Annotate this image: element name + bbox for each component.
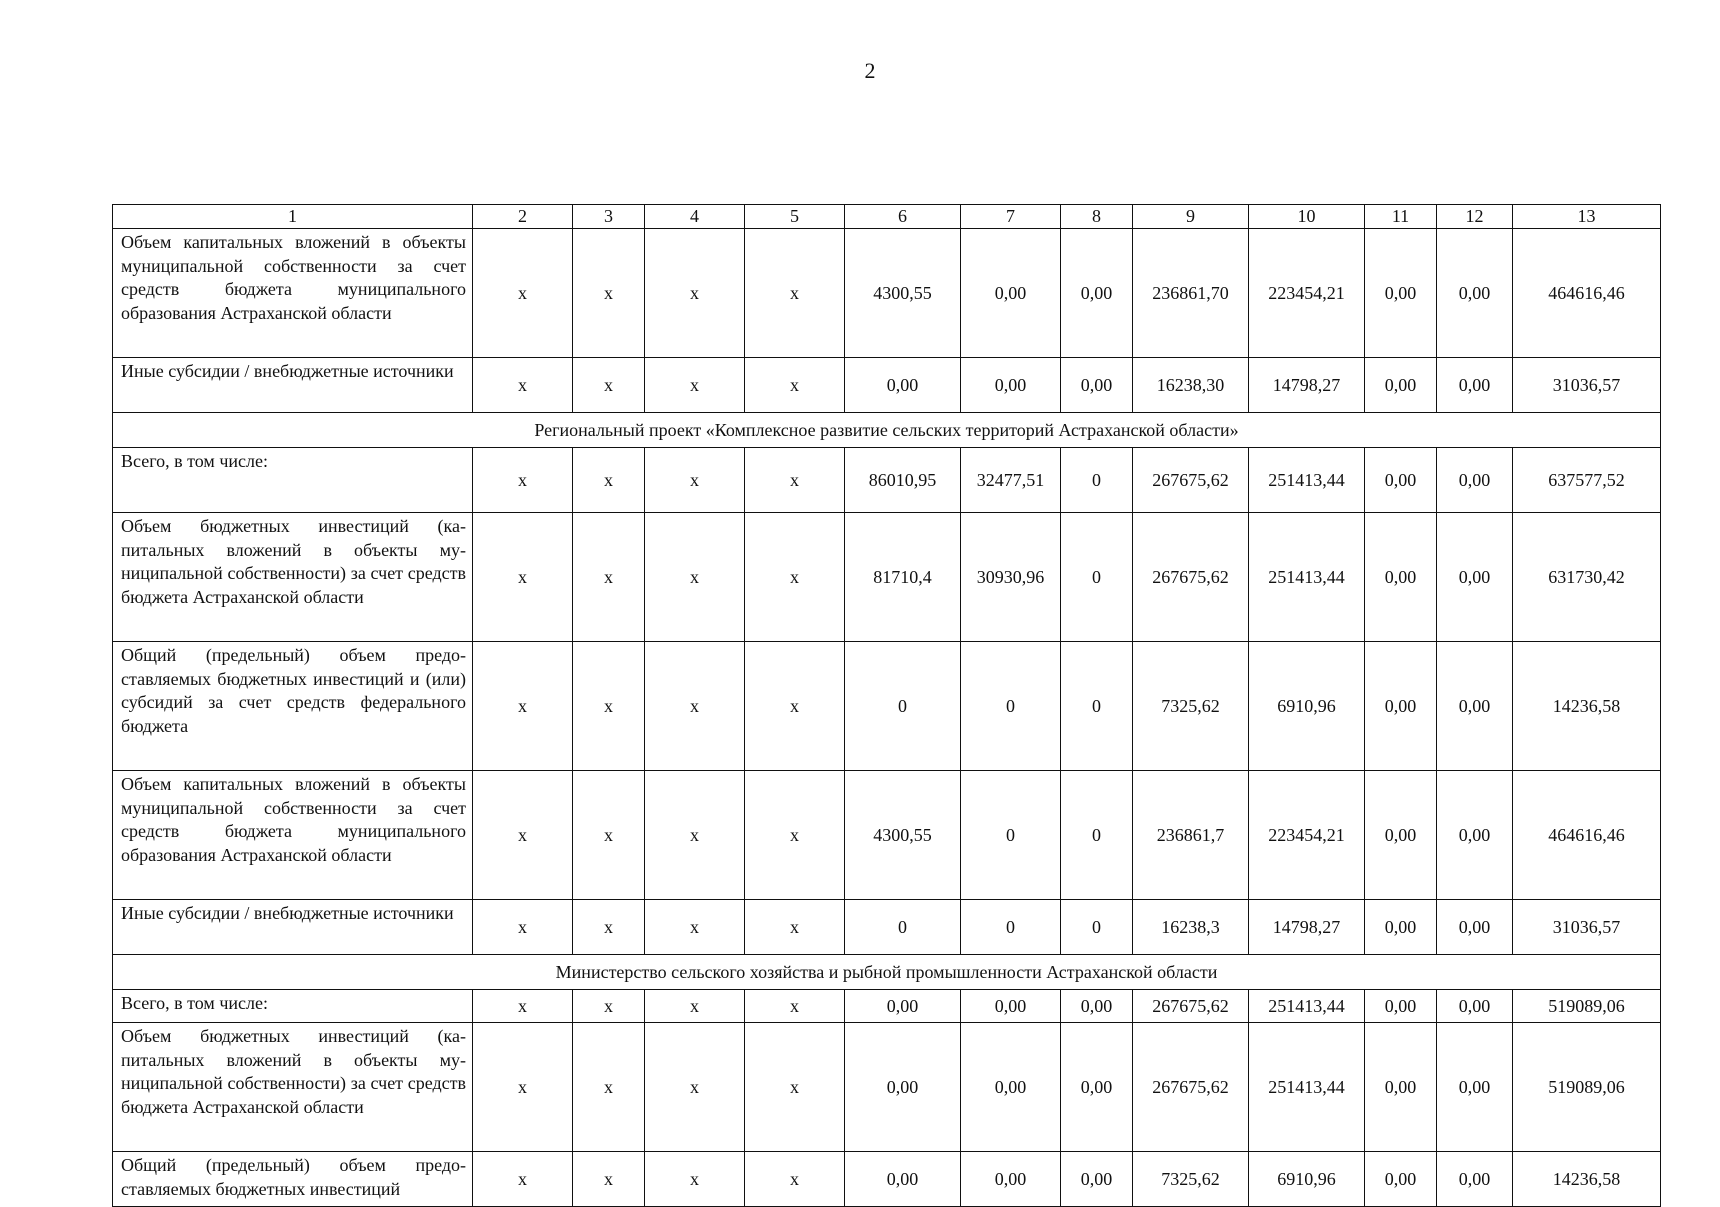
- table-cell-col-9: 16238,30: [1133, 358, 1249, 413]
- table-cell-col-5: х: [745, 1152, 845, 1207]
- row-label: Иные субсидии / внебюджетные источники: [113, 900, 473, 955]
- table-cell-col-4: х: [645, 1023, 745, 1152]
- table-cell-col-11: 0,00: [1365, 229, 1437, 358]
- table-cell-col-6: 4300,55: [845, 771, 961, 900]
- table-cell-col-10: 223454,21: [1249, 229, 1365, 358]
- row-label: Всего, в том числе:: [113, 448, 473, 513]
- table-cell-col-3: х: [573, 642, 645, 771]
- row-label: Объем бюджетных инвестиций (капитальных вложений в объекты муниципальной собственности) за счет средств бюджета Астраханской области: [113, 513, 473, 642]
- table-cell-col-6: 0,00: [845, 990, 961, 1023]
- table-cell-col-4: х: [645, 900, 745, 955]
- table-cell-col-7: 32477,51: [961, 448, 1061, 513]
- table-cell-col-10: 223454,21: [1249, 771, 1365, 900]
- table-cell-col-12: 0,00: [1437, 900, 1513, 955]
- table-cell-col-5: х: [745, 642, 845, 771]
- table-cell-col-5: х: [745, 358, 845, 413]
- table-row: [113, 771, 1661, 900]
- table-cell-col-2: х: [473, 642, 573, 771]
- table-cell-col-2: х: [473, 771, 573, 900]
- table-cell-col-4: х: [645, 358, 745, 413]
- table-cell-col-4: х: [645, 448, 745, 513]
- table-cell-col-10: 6910,96: [1249, 642, 1365, 771]
- table-cell-col-13: 464616,46: [1513, 229, 1661, 358]
- table-cell-col-11: 0,00: [1365, 358, 1437, 413]
- table-cell-col-12: 0,00: [1437, 358, 1513, 413]
- table-cell-col-5: х: [745, 513, 845, 642]
- table-cell-col-6: 4300,55: [845, 229, 961, 358]
- table-cell-col-2: х: [473, 448, 573, 513]
- table-cell-col-11: 0,00: [1365, 513, 1437, 642]
- table-row: [113, 1152, 1661, 1207]
- table-cell-col-8: 0,00: [1061, 990, 1133, 1023]
- table-cell-col-11: 0,00: [1365, 448, 1437, 513]
- table-cell-col-7: 0,00: [961, 1023, 1061, 1152]
- table-cell-col-9: 267675,62: [1133, 513, 1249, 642]
- column-number-5: 5: [745, 205, 845, 229]
- table-cell-col-8: 0: [1061, 513, 1133, 642]
- table-cell-col-10: 251413,44: [1249, 990, 1365, 1023]
- table-cell-col-9: 267675,62: [1133, 1023, 1249, 1152]
- table-cell-col-13: 464616,46: [1513, 771, 1661, 900]
- table-body: [113, 229, 1661, 1207]
- table-cell-col-9: 236861,70: [1133, 229, 1249, 358]
- column-number-2: 2: [473, 205, 573, 229]
- table-cell-col-9: 7325,62: [1133, 642, 1249, 771]
- section-title: Министерство сельского хозяйства и рыбной промышленности Астраханской области: [113, 955, 1661, 990]
- table-cell-col-8: 0,00: [1061, 229, 1133, 358]
- table-cell-col-3: х: [573, 358, 645, 413]
- column-number-1: 1: [113, 205, 473, 229]
- budget-table: [112, 204, 1661, 1207]
- column-number-13: 13: [1513, 205, 1661, 229]
- table-cell-col-2: х: [473, 513, 573, 642]
- table-cell-col-8: 0: [1061, 771, 1133, 900]
- table-cell-col-12: 0,00: [1437, 448, 1513, 513]
- table-cell-col-3: х: [573, 513, 645, 642]
- table-cell-col-4: х: [645, 990, 745, 1023]
- column-number-row: [113, 205, 1661, 229]
- row-label: Общий (предельный) объем предоставляемых бюджетных инвестиций: [113, 1152, 473, 1207]
- table-cell-col-7: 0,00: [961, 1152, 1061, 1207]
- table-cell-col-6: 0,00: [845, 1023, 961, 1152]
- table-cell-col-12: 0,00: [1437, 229, 1513, 358]
- table-cell-col-6: 0: [845, 642, 961, 771]
- table-cell-col-6: 0,00: [845, 1152, 961, 1207]
- table-cell-col-9: 267675,62: [1133, 448, 1249, 513]
- table-cell-col-7: 30930,96: [961, 513, 1061, 642]
- column-number-4: 4: [645, 205, 745, 229]
- table-cell-col-11: 0,00: [1365, 642, 1437, 771]
- table-cell-col-8: 0,00: [1061, 1152, 1133, 1207]
- table-cell-col-13: 519089,06: [1513, 990, 1661, 1023]
- table-cell-col-13: 14236,58: [1513, 642, 1661, 771]
- table-cell-col-3: х: [573, 448, 645, 513]
- table-cell-col-13: 31036,57: [1513, 900, 1661, 955]
- table-cell-col-5: х: [745, 229, 845, 358]
- table-row: [113, 229, 1661, 358]
- table-cell-col-13: 637577,52: [1513, 448, 1661, 513]
- table-cell-col-2: х: [473, 1152, 573, 1207]
- table-cell-col-4: х: [645, 1152, 745, 1207]
- row-label: Всего, в том числе:: [113, 990, 473, 1023]
- table-cell-col-13: 519089,06: [1513, 1023, 1661, 1152]
- row-label: Иные субсидии / внебюджетные источники: [113, 358, 473, 413]
- section-header-row: [113, 413, 1661, 448]
- table-cell-col-7: 0,00: [961, 229, 1061, 358]
- table-cell-col-12: 0,00: [1437, 513, 1513, 642]
- column-number-9: 9: [1133, 205, 1249, 229]
- table-cell-col-10: 251413,44: [1249, 448, 1365, 513]
- table-cell-col-11: 0,00: [1365, 1023, 1437, 1152]
- table-cell-col-7: 0: [961, 771, 1061, 900]
- table-cell-col-6: 0,00: [845, 358, 961, 413]
- table-cell-col-3: х: [573, 771, 645, 900]
- table-cell-col-12: 0,00: [1437, 990, 1513, 1023]
- table-cell-col-4: х: [645, 229, 745, 358]
- table-cell-col-12: 0,00: [1437, 771, 1513, 900]
- page-number: 2: [864, 58, 876, 83]
- table-cell-col-10: 6910,96: [1249, 1152, 1365, 1207]
- table-cell-col-7: 0: [961, 900, 1061, 955]
- table-cell-col-11: 0,00: [1365, 990, 1437, 1023]
- table-cell-col-12: 0,00: [1437, 1152, 1513, 1207]
- table-cell-col-11: 0,00: [1365, 771, 1437, 900]
- table-cell-col-2: х: [473, 229, 573, 358]
- table-cell-col-6: 0: [845, 900, 961, 955]
- table-cell-col-13: 631730,42: [1513, 513, 1661, 642]
- column-number-7: 7: [961, 205, 1061, 229]
- table-row: [113, 448, 1661, 513]
- table-cell-col-8: 0: [1061, 900, 1133, 955]
- table-cell-col-2: х: [473, 1023, 573, 1152]
- table-cell-col-2: х: [473, 990, 573, 1023]
- table-cell-col-13: 14236,58: [1513, 1152, 1661, 1207]
- section-title: Региональный проект «Комплексное развитие сельских территорий Астраханской области»: [113, 413, 1661, 448]
- table-cell-col-7: 0,00: [961, 990, 1061, 1023]
- table-cell-col-10: 251413,44: [1249, 1023, 1365, 1152]
- table-cell-col-9: 267675,62: [1133, 990, 1249, 1023]
- table-cell-col-9: 16238,3: [1133, 900, 1249, 955]
- table-cell-col-13: 31036,57: [1513, 358, 1661, 413]
- table-cell-col-10: 14798,27: [1249, 358, 1365, 413]
- row-label: Объем капитальных вложений в объекты муниципальной собственности за счет средств бюджета муниципального образования Астраханской области: [113, 771, 473, 900]
- table-cell-col-5: х: [745, 900, 845, 955]
- section-header-row: [113, 955, 1661, 990]
- table-row: [113, 513, 1661, 642]
- table-cell-col-3: х: [573, 1023, 645, 1152]
- table-cell-col-11: 0,00: [1365, 1152, 1437, 1207]
- column-number-8: 8: [1061, 205, 1133, 229]
- table-cell-col-3: х: [573, 990, 645, 1023]
- table-cell-col-12: 0,00: [1437, 1023, 1513, 1152]
- table-cell-col-4: х: [645, 513, 745, 642]
- table-cell-col-8: 0,00: [1061, 1023, 1133, 1152]
- column-number-6: 6: [845, 205, 961, 229]
- table-cell-col-5: х: [745, 771, 845, 900]
- table-cell-col-8: 0: [1061, 642, 1133, 771]
- table-cell-col-10: 251413,44: [1249, 513, 1365, 642]
- table-row: [113, 642, 1661, 771]
- table-row: [113, 358, 1661, 413]
- table-cell-col-5: х: [745, 448, 845, 513]
- table-cell-col-10: 14798,27: [1249, 900, 1365, 955]
- table-cell-col-6: 81710,4: [845, 513, 961, 642]
- table-cell-col-5: х: [745, 1023, 845, 1152]
- column-number-12: 12: [1437, 205, 1513, 229]
- column-number-10: 10: [1249, 205, 1365, 229]
- table-cell-col-3: х: [573, 900, 645, 955]
- table-cell-col-3: х: [573, 1152, 645, 1207]
- table-cell-col-8: 0: [1061, 448, 1133, 513]
- column-number-11: 11: [1365, 205, 1437, 229]
- table-cell-col-9: 236861,7: [1133, 771, 1249, 900]
- row-label: Общий (предельный) объем предоставляемых бюджетных инвестиций и (или) субсидий за счет средств федерального бюджета: [113, 642, 473, 771]
- table-cell-col-6: 86010,95: [845, 448, 961, 513]
- column-number-3: 3: [573, 205, 645, 229]
- table-cell-col-7: 0: [961, 642, 1061, 771]
- table-cell-col-4: х: [645, 771, 745, 900]
- table-cell-col-11: 0,00: [1365, 900, 1437, 955]
- table-cell-col-4: х: [645, 642, 745, 771]
- table-row: [113, 1023, 1661, 1152]
- table-row: [113, 990, 1661, 1023]
- row-label: Объем капитальных вложений в объекты муниципальной собственности за счет средств бюджета муниципального образования Астраханской области: [113, 229, 473, 358]
- table-cell-col-2: х: [473, 900, 573, 955]
- table-cell-col-7: 0,00: [961, 358, 1061, 413]
- table-cell-col-2: х: [473, 358, 573, 413]
- row-label: Объем бюджетных инвестиций (капитальных вложений в объекты муниципальной собственности) за счет средств бюджета Астраханской области: [113, 1023, 473, 1152]
- table-cell-col-8: 0,00: [1061, 358, 1133, 413]
- table-cell-col-12: 0,00: [1437, 642, 1513, 771]
- table-cell-col-3: х: [573, 229, 645, 358]
- table-cell-col-5: х: [745, 990, 845, 1023]
- table-cell-col-9: 7325,62: [1133, 1152, 1249, 1207]
- table-row: [113, 900, 1661, 955]
